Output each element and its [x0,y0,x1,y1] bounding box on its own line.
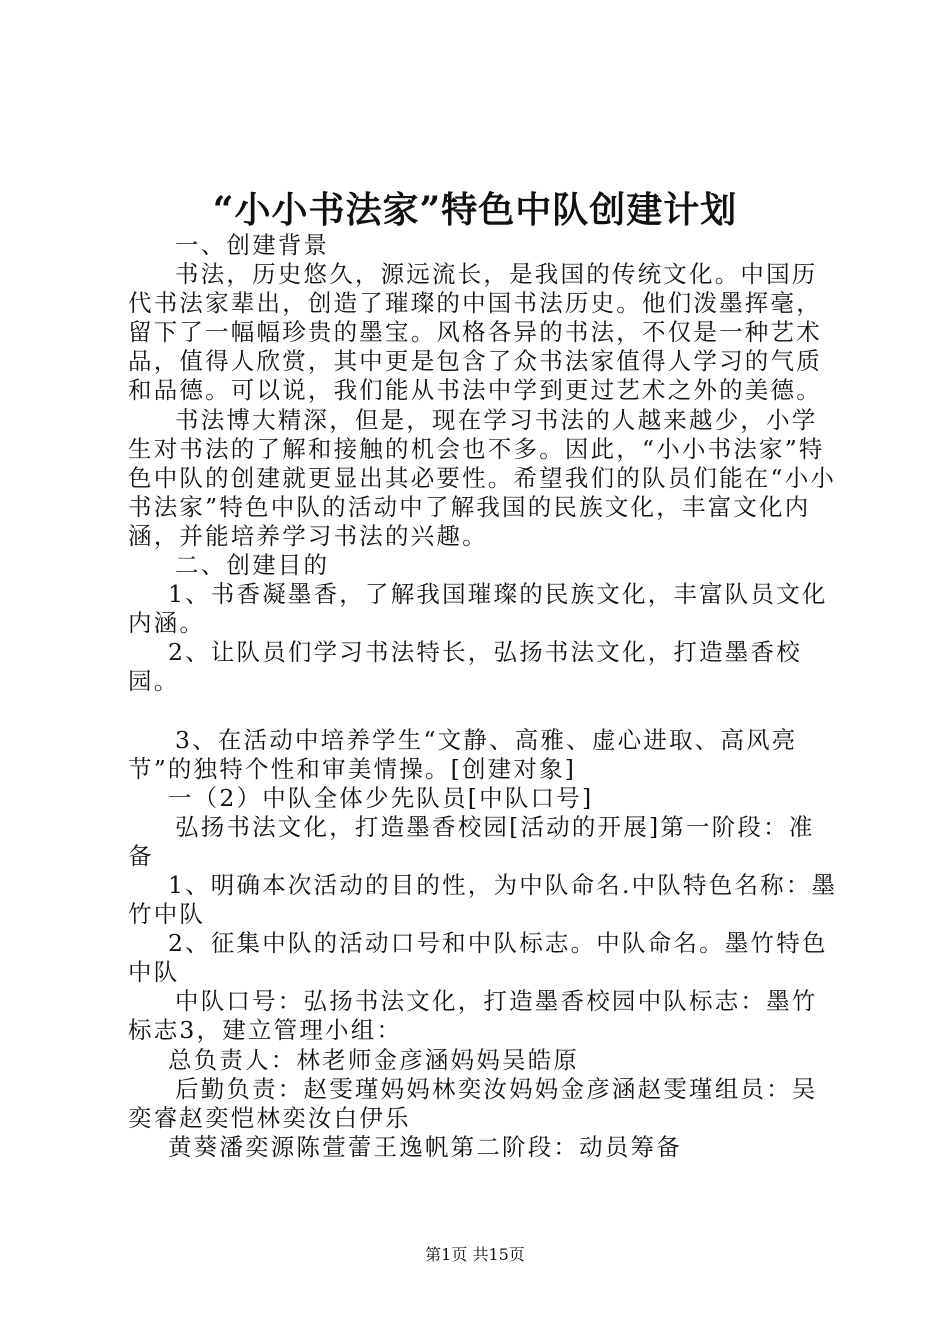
phase-one-item-2: 2、征集中队的活动口号和中队标志。中队命名。墨竹特色中队 [128,929,828,987]
chief-responsible: 总负责人：林老师金彦涵妈妈吴皓原 [167,1045,580,1074]
purpose-item-2: 2、让队员们学习书法特长，弘扬书法文化，打造墨香校园。 [128,638,802,696]
section-heading-purpose: 二、创建目的 [175,551,330,580]
paragraph-calligraphy-necessity: 书法博大精深，但是，现在学习书法的人越来越少，小学生对书法的了解和接触的机会也不多。因此，“小小书法家”特色中队的创建就更显出其必要性。希望我们的队员们能在“小小书法家”特色中队的活动中了解我国的民族文化，丰富文化内涵，并能培养学习书法的兴趣。 [128,405,837,550]
document-title: “小小书法家”特色中队创建计划 [212,189,738,231]
page-number: 第1页 共15页 [425,1245,525,1264]
section-heading-background: 一、创建背景 [175,231,330,259]
phase-one-item-1: 1、明确本次活动的目的性，为中队命名.中队特色名称：墨竹中队 [128,870,838,929]
slogan-and-emblem: 中队口号：弘扬书法文化，打造墨香校园中队标志：墨竹标志3，建立管理小组： [128,987,818,1045]
purpose-item-3: 3、在活动中培养学生“文静、高雅、虚心进取、高风亮节”的独特个性和审美情操。[创建对象] [128,725,798,783]
slogan-and-phase-one: 弘扬书法文化，打造墨香校园[活动的开展]第一阶段：准备 [128,812,815,870]
members-and-phase-two: 黄葵潘奕源陈萱蕾王逸帆第二阶段：动员筹备 [167,1132,682,1161]
logistics-responsible: 后勤负责：赵雯瑾妈妈林奕汝妈妈金彦涵赵雯瑾组员：吴奕睿赵奕恺林奕汝白伊乐 [128,1074,818,1132]
paragraph-calligraphy-history: 书法，历史悠久，源远流长，是我国的传统文化。中国历代书法家辈出，创造了璀璨的中国书法历史。他们泼墨挥毫，留下了一幅幅珍贵的墨宝。风格各异的书法，不仅是一种艺术品，值得人欣赏，其中更是包含了众书法家值得人学习的气质和品德。可以说，我们能从书法中学到更过艺术之外的美德。 [128,260,822,405]
purpose-item-1: 1、书香凝墨香，了解我国璀璨的民族文化，丰富队员文化内涵。 [128,580,828,638]
document-body [128,231,840,1162]
target-members: 一（2）中队全体少先队员[中队口号] [167,783,594,812]
